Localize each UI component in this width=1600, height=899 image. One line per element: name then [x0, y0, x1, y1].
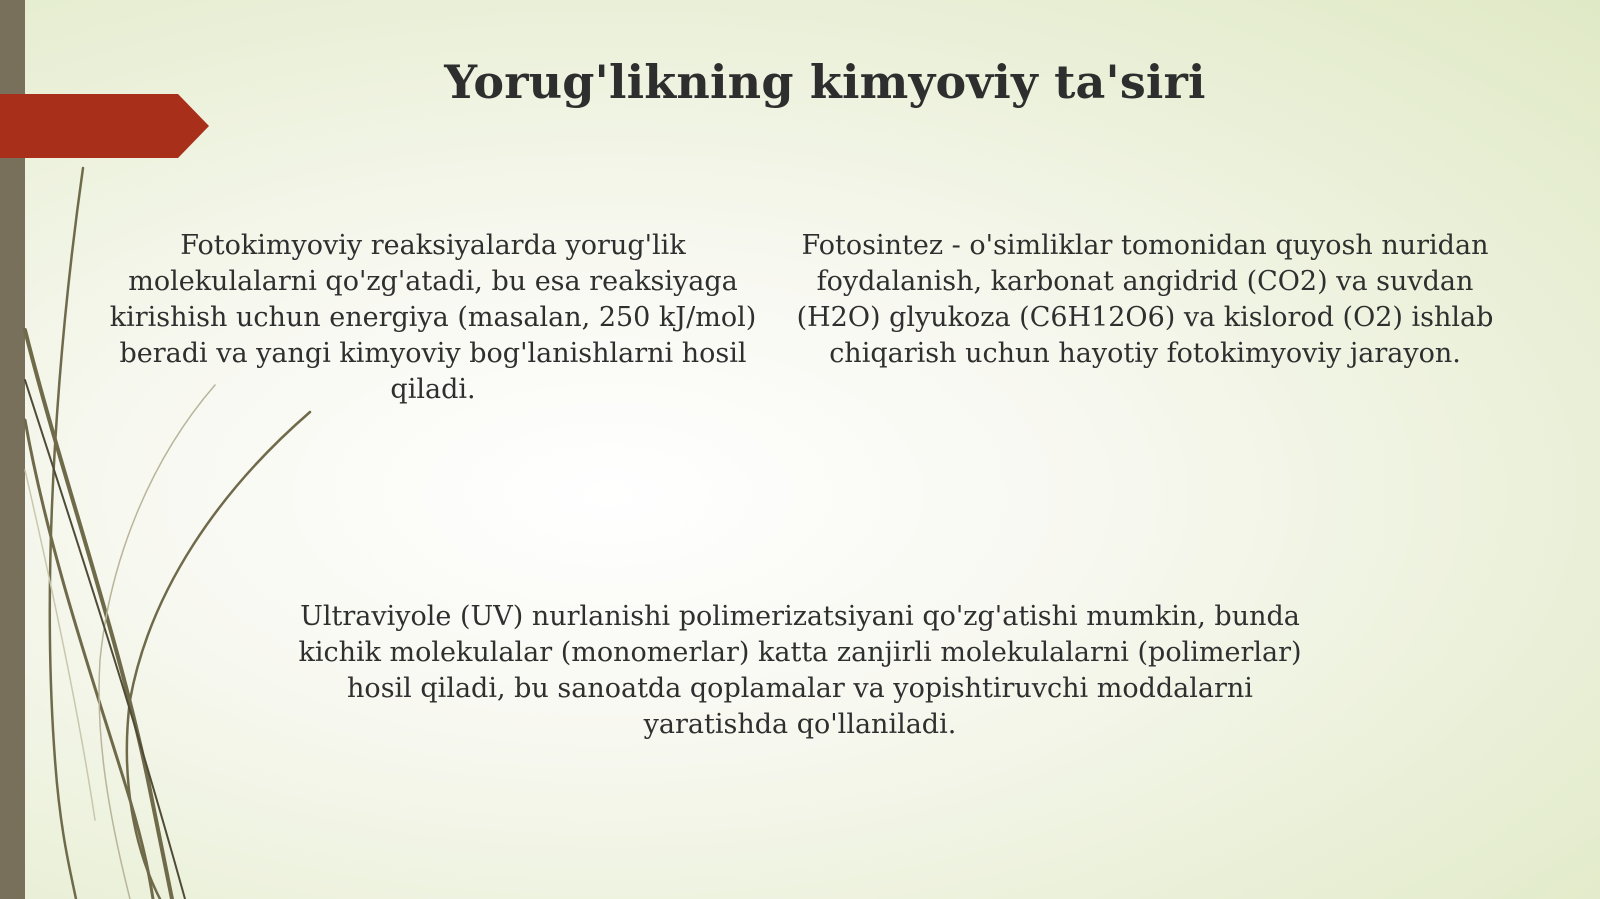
- left-side-bar: [0, 0, 25, 899]
- grass-blade: [50, 168, 83, 899]
- grass-blade: [99, 385, 215, 899]
- red-arrow-tab: [0, 94, 209, 158]
- paragraph-photochemical-reactions: Fotokimyoviy reaksiyalarda yorug'lik molekulalarni qo'zg'atadi, bu esa reaksiyaga kirishish uchun energiya (masalan, 250 kJ/mol) beradi va yangi kimyoviy bog'lanishlarni hosil qiladi.: [109, 230, 757, 405]
- paragraph-uv-polymerization: Ultraviyole (UV) nurlanishi polimerizatsiyani qo'zg'atishi mumkin, bunda kichik molekulalar (monomerlar) katta zanjirli molekulalarni (polimerlar) hosil qiladi, bu sanoatda qoplamalar va yopishtiruvchi moddalarni yaratishda qo'llaniladi.: [298, 601, 1302, 740]
- paragraph-photosynthesis: Fotosintez - o'simliklar tomonidan quyosh nuridan foydalanish, karbonat angidrid (CO2) va suvdan (H2O) glyukoza (C6H12O6) va kislorod (O2) ishlab chiqarish uchun hayotiy fotokimyoviy jarayon.: [796, 230, 1494, 369]
- grass-blade: [25, 420, 153, 899]
- grass-blade: [25, 330, 172, 899]
- grass-blade: [25, 470, 95, 820]
- grass-blade: [25, 380, 185, 899]
- slide-title: Yorug'likning kimyoviy ta'siri: [444, 55, 1206, 109]
- grass-blade: [127, 412, 310, 899]
